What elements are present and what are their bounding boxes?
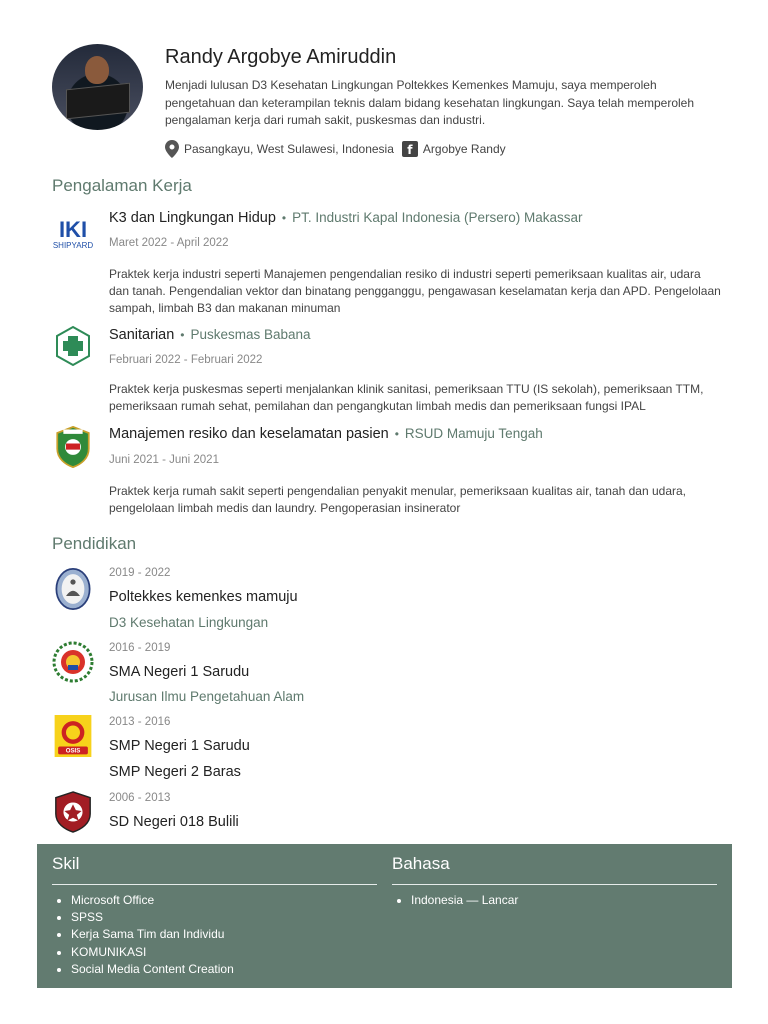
svg-text:IKI: IKI [58, 217, 88, 242]
languages-list [392, 892, 518, 909]
education-section-title: Pendidikan [52, 534, 137, 553]
experience-org: PT. Industri Kapal Indonesia (Persero) Makassar [292, 210, 583, 225]
education-school: Poltekkes kemenkes mamuju [109, 589, 298, 605]
svg-text:SHIPYARD: SHIPYARD [52, 241, 94, 250]
skill-item: • Kerja Sama Tim dan Individu [71, 926, 234, 943]
osis-logo [52, 715, 94, 757]
experience-section-title: Pengalaman Kerja [52, 176, 192, 195]
languages-divider [392, 884, 717, 885]
experience-description: Praktek kerja puskesmas seperti menjalankan klinik sanitasi, pemeriksaan TTU (IS sekolah), pemeriksaan TTM, pemeriksaan rumah sehat, pemilahan dan pengangkutan limbah medis dan pemeriksaan fungsi IPAL [109, 382, 704, 413]
skills-title: Skil [52, 854, 80, 873]
experience-title: Sanitarian • Puskesmas Babana [109, 327, 311, 343]
experience-dates: Juni 2021 - Juni 2021 [109, 454, 219, 466]
experience-dates: Maret 2022 - April 2022 [109, 237, 229, 249]
location-text: Pasangkayu, West Sulawesi, Indonesia [184, 142, 394, 156]
location-pin-icon [165, 140, 179, 158]
skills-list [52, 892, 234, 978]
puskesmas-logo [52, 325, 94, 367]
contact-row [165, 140, 506, 158]
facebook-text[interactable]: Argobye Randy [422, 142, 506, 156]
education-years: 2006 - 2013 [109, 792, 171, 804]
poltekkes-logo [52, 568, 94, 610]
skill-item: • Social Media Content Creation [71, 961, 234, 978]
experience-dates: Februari 2022 - Februari 2022 [109, 354, 263, 366]
experience-org: RSUD Mamuju Tengah [404, 426, 543, 441]
location-item [165, 140, 394, 158]
experience-title: K3 dan Lingkungan Hidup • PT. Industri Kapal Indonesia (Persero) Makassar [109, 210, 583, 226]
language-item: • Indonesia — Lancar [411, 892, 518, 909]
experience-role: K3 dan Lingkungan Hidup [109, 210, 276, 226]
education-years: 2016 - 2019 [109, 642, 171, 654]
experience-title: Manajemen resiko dan keselamatan pasien • RSUD Mamuju Tengah [109, 426, 543, 442]
skills-languages-panel [37, 844, 732, 988]
skill-item: • KOMUNIKASI [71, 944, 234, 961]
experience-role: Sanitarian [109, 327, 175, 343]
education-school-secondary: SMP Negeri 2 Baras [109, 764, 241, 780]
education-major: Jurusan Ilmu Pengetahuan Alam [109, 689, 305, 704]
languages-title: Bahasa [392, 854, 450, 873]
sma-tut-wuri-logo [52, 641, 94, 683]
education-major: D3 Kesehatan Lingkungan [109, 615, 269, 630]
education-years: 2019 - 2022 [109, 567, 171, 579]
experience-description: Praktek kerja industri seperti Manajemen pengendalian resiko di industri seperti pemeriksaan kualitas air, udara dan tanah. Pengendalian vektor dan binatang pengganggu, pengawasan keselamatan kerja dan APD. Pengelolaan sampah, limbah B3 dan makanan minuman [109, 267, 721, 315]
facebook-item[interactable] [402, 141, 506, 157]
skill-item: • SPSS [71, 909, 234, 926]
sd-shield-logo [52, 791, 94, 833]
profile-photo [52, 44, 143, 130]
skills-divider [52, 884, 377, 885]
education-school: SMA Negeri 1 Sarudu [109, 664, 250, 680]
skill-item: • Microsoft Office [71, 892, 234, 909]
education-school: SD Negeri 018 Bulili [109, 814, 239, 830]
education-school: SMP Negeri 1 Sarudu [109, 738, 250, 754]
facebook-icon: f [402, 141, 418, 157]
svg-text:OSIS: OSIS [65, 747, 81, 755]
iki-shipyard-logo [52, 212, 94, 254]
education-years: 2013 - 2016 [109, 716, 171, 728]
profile-name: Randy Argobye Amiruddin [165, 46, 397, 68]
experience-role: Manajemen resiko dan keselamatan pasien [109, 426, 389, 442]
profile-summary: Menjadi lulusan D3 Kesehatan Lingkungan Poltekkes Kemenkes Mamuju, saya memperoleh pengetahuan dan keterampilan teknis dalam bidang kesehatan lingkungan. Saya telah memperoleh pengalaman kerja dari rumah sakit, puskesmas dan industri. [165, 78, 695, 127]
experience-description: Praktek kerja rumah sakit seperti pengendalian penyakit menular, pemeriksaan kualitas air, tanah dan udara, pengelolaan limbah medis dan laundry. Pengoperasian insinerator [109, 484, 687, 515]
experience-org: Puskesmas Babana [190, 327, 311, 342]
rsud-mamuju-tengah-emblem [52, 426, 94, 468]
